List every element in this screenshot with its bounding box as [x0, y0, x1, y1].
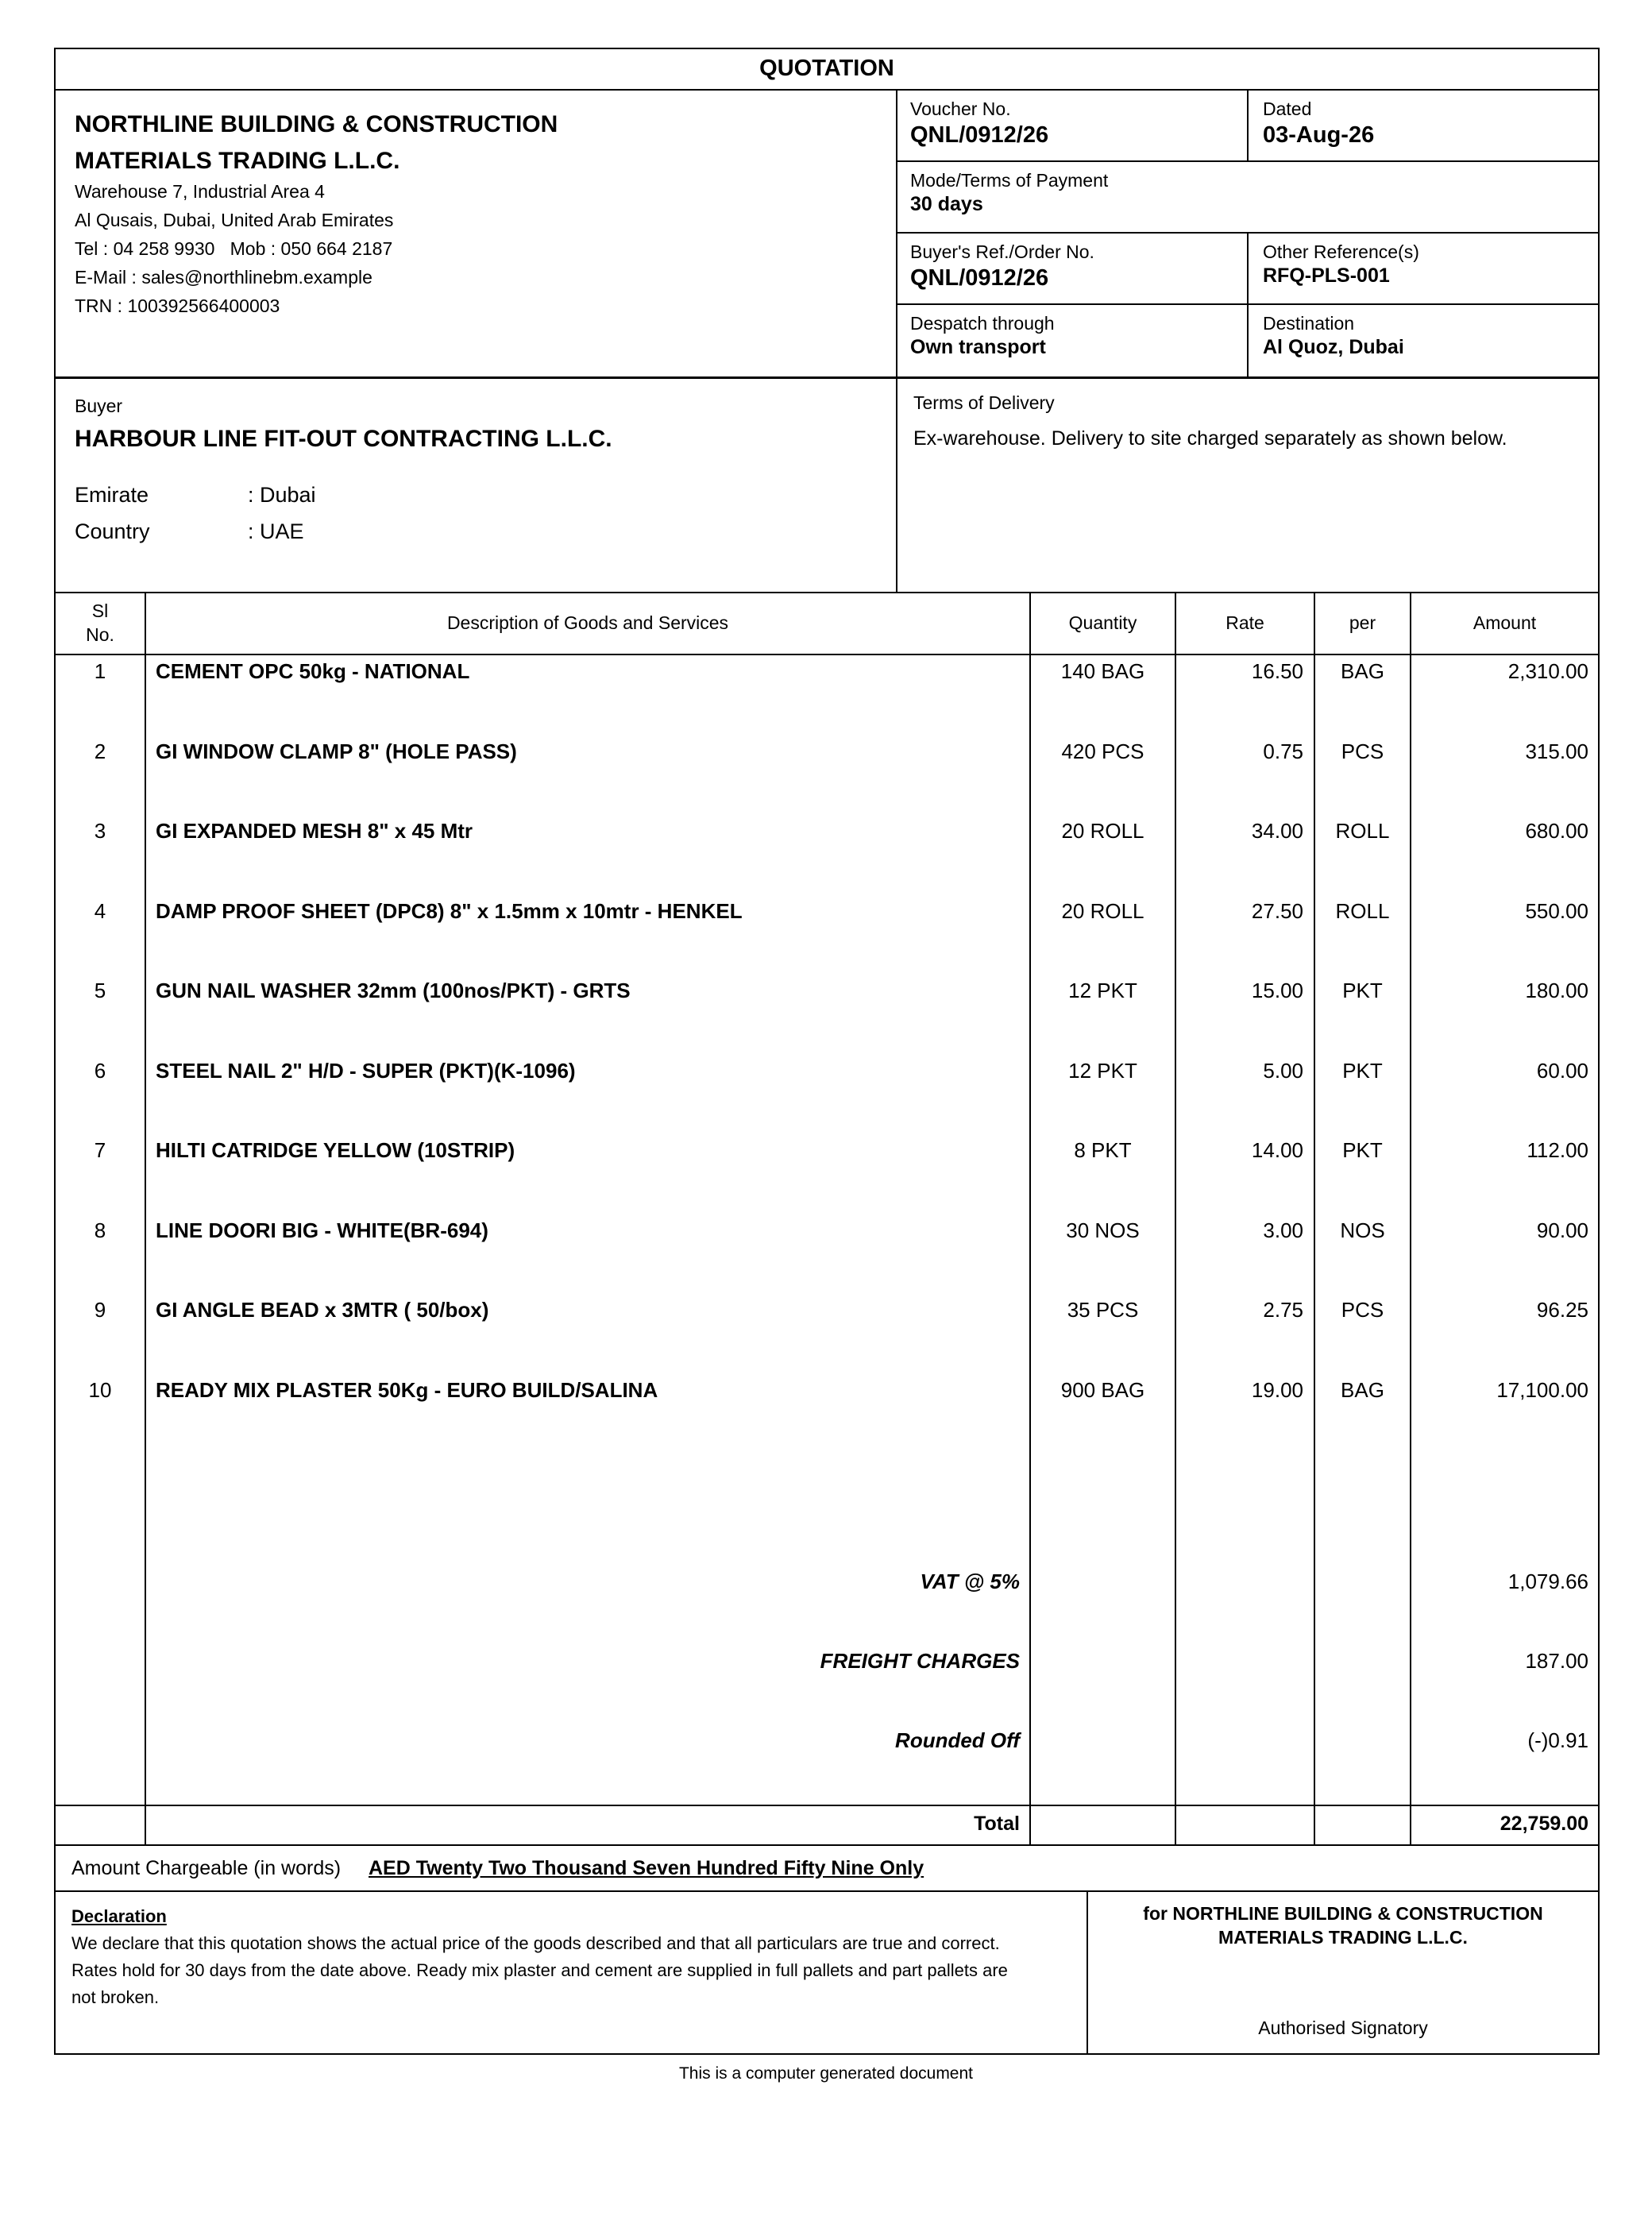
item-amount: 2,310.00: [1507, 659, 1588, 683]
item-amount: 60.00: [1536, 1059, 1588, 1083]
delivery-terms-text: Ex-warehouse. Delivery to site charged separately as shown below.: [913, 427, 1507, 450]
item-sl: 8: [94, 1218, 106, 1242]
item-sl: 1: [94, 659, 106, 683]
payment-terms-label: Mode/Terms of Payment: [910, 170, 1109, 191]
destination-value: Al Quoz, Dubai: [1263, 336, 1404, 358]
charge-amount: 187.00: [1525, 1649, 1588, 1673]
item-per: PCS: [1341, 739, 1384, 763]
item-description: DAMP PROOF SHEET (DPC8) 8" x 1.5mm x 10mtr - HENKEL: [156, 899, 743, 923]
header-rate: Rate: [1225, 612, 1264, 633]
item-per: PKT: [1342, 1138, 1383, 1162]
item-rate: 16.50: [1251, 659, 1303, 683]
declaration-heading: Declaration: [71, 1906, 167, 1926]
seller-address2: Al Qusais, Dubai, United Arab Emirates: [75, 210, 394, 230]
item-quantity: 140 BAG: [1060, 659, 1145, 683]
emirate-value: : Dubai: [248, 483, 316, 507]
item-amount: 90.00: [1536, 1218, 1588, 1242]
item-description: GI WINDOW CLAMP 8" (HOLE PASS): [156, 739, 517, 763]
item-per: BAG: [1341, 1378, 1384, 1402]
item-description: GI ANGLE BEAD x 3MTR ( 50/box): [156, 1298, 489, 1322]
item-description: CEMENT OPC 50kg - NATIONAL: [156, 659, 470, 683]
title-divider: [54, 89, 1600, 91]
document-title: QUOTATION: [759, 56, 894, 81]
header-sl: Sl: [91, 600, 109, 621]
buyer-name: HARBOUR LINE FIT-OUT CONTRACTING L.L.C.: [75, 426, 612, 452]
emirate-label: Emirate: [75, 483, 149, 507]
item-quantity: 30 NOS: [1066, 1218, 1140, 1242]
item-per: BAG: [1341, 659, 1384, 683]
item-description: LINE DOORI BIG - WHITE(BR-694): [156, 1218, 488, 1242]
frame-left: [54, 48, 56, 2055]
table-header-bottom: [54, 654, 1600, 655]
other-ref-value: RFQ-PLS-001: [1263, 264, 1390, 287]
dated-label: Dated: [1263, 98, 1312, 119]
signatory-company-line1: for NORTHLINE BUILDING & CONSTRUCTION: [1143, 1903, 1543, 1924]
destination-label: Destination: [1263, 313, 1355, 334]
item-per: ROLL: [1335, 899, 1390, 923]
item-quantity: 8 PKT: [1074, 1138, 1132, 1162]
other-ref-label: Other Reference(s): [1263, 241, 1419, 262]
meta-vline-2: [1247, 232, 1249, 376]
words-bottom-divider: [54, 1890, 1600, 1892]
footer-note: This is a computer generated document: [678, 2064, 974, 2083]
header-description: Description of Goods and Services: [446, 612, 729, 633]
item-sl: 2: [94, 739, 106, 763]
total-row-bottom: [54, 1844, 1600, 1846]
seller-name-line1: NORTHLINE BUILDING & CONSTRUCTION: [75, 111, 558, 137]
frame-bottom: [54, 2053, 1600, 2055]
item-quantity: 35 PCS: [1067, 1298, 1139, 1322]
header-sl-no: No.: [86, 624, 114, 645]
seller-trn: TRN : 100392566400003: [75, 295, 280, 316]
item-description: GI EXPANDED MESH 8" x 45 Mtr: [156, 819, 473, 843]
seller-name-line2: MATERIALS TRADING L.L.C.: [75, 148, 400, 174]
amount-words-label: Amount Chargeable (in words): [71, 1857, 342, 1879]
declaration-line3: not broken.: [71, 1987, 160, 2007]
item-description: READY MIX PLASTER 50Kg - EURO BUILD/SALINA: [156, 1378, 658, 1402]
item-amount: 315.00: [1525, 739, 1588, 763]
col-line-desc: [1029, 592, 1031, 1845]
header-quantity: Quantity: [1068, 612, 1137, 633]
charge-label: FREIGHT CHARGES: [820, 1649, 1020, 1673]
declaration-line1: We declare that this quotation shows the actual price of the goods described and that all particulars are true and correct.: [71, 1933, 1000, 1953]
buyer-ref-label: Buyer's Ref./Order No.: [910, 241, 1094, 262]
item-quantity: 420 PCS: [1061, 739, 1144, 763]
item-description: HILTI CATRIDGE YELLOW (10STRIP): [156, 1138, 515, 1162]
item-sl: 5: [94, 979, 106, 1002]
charge-amount: (-)0.91: [1527, 1728, 1588, 1752]
payment-terms-value: 30 days: [910, 193, 983, 215]
item-rate: 27.50: [1251, 899, 1303, 923]
item-quantity: 12 PKT: [1068, 1059, 1137, 1083]
item-amount: 550.00: [1525, 899, 1588, 923]
total-row-top: [54, 1805, 1600, 1806]
col-line-qty: [1175, 592, 1176, 1845]
buyer-bottom-divider: [54, 592, 1600, 593]
charge-amount: 1,079.66: [1507, 1570, 1588, 1593]
item-rate: 3.00: [1263, 1218, 1303, 1242]
charge-label: VAT @ 5%: [920, 1570, 1020, 1593]
despatch-value: Own transport: [910, 336, 1046, 358]
seller-phone: Tel : 04 258 9930 Mob : 050 664 2187: [75, 238, 393, 259]
delivery-terms-label: Terms of Delivery: [913, 392, 1055, 413]
item-per: PKT: [1342, 979, 1383, 1002]
item-amount: 112.00: [1527, 1138, 1588, 1162]
frame-top: [54, 48, 1600, 49]
charge-label: Rounded Off: [895, 1728, 1020, 1752]
header-bottom-divider: [54, 376, 1600, 379]
total-amount: 22,759.00: [1500, 1813, 1588, 1835]
item-per: PCS: [1341, 1298, 1384, 1322]
item-amount: 96.25: [1536, 1298, 1588, 1322]
signatory-company-line2: MATERIALS TRADING L.L.C.: [1218, 1927, 1468, 1948]
item-rate: 15.00: [1251, 979, 1303, 1002]
item-sl: 7: [94, 1138, 106, 1162]
buyer-ref-value: QNL/0912/26: [910, 265, 1049, 291]
dated-value: 03-Aug-26: [1263, 122, 1375, 148]
item-quantity: 20 ROLL: [1061, 819, 1144, 843]
item-rate: 5.00: [1263, 1059, 1303, 1083]
frame-right: [1598, 48, 1600, 2055]
voucher-label: Voucher No.: [910, 98, 1011, 119]
buyer-label: Buyer: [75, 396, 123, 416]
authorised-signatory-label: Authorised Signatory: [1258, 2017, 1428, 2038]
item-rate: 19.00: [1251, 1378, 1303, 1402]
item-description: GUN NAIL WASHER 32mm (100nos/PKT) - GRTS: [156, 979, 631, 1002]
total-label: Total: [974, 1813, 1020, 1835]
amount-words-value: AED Twenty Two Thousand Seven Hundred Fifty Nine Only: [369, 1857, 924, 1879]
item-quantity: 900 BAG: [1060, 1378, 1145, 1402]
item-sl: 9: [94, 1298, 106, 1322]
header-amount: Amount: [1473, 612, 1537, 633]
item-sl: 6: [94, 1059, 106, 1083]
seller-address1: Warehouse 7, Industrial Area 4: [75, 181, 325, 202]
item-per: NOS: [1340, 1218, 1385, 1242]
item-rate: 0.75: [1263, 739, 1303, 763]
despatch-label: Despatch through: [910, 313, 1055, 334]
item-sl: 4: [94, 899, 106, 923]
item-amount: 180.00: [1525, 979, 1588, 1002]
item-rate: 14.00: [1251, 1138, 1303, 1162]
voucher-value: QNL/0912/26: [910, 122, 1049, 148]
item-per: ROLL: [1335, 819, 1390, 843]
col-line-rate: [1314, 592, 1315, 1845]
header-divider-vertical: [896, 89, 897, 592]
country-value: : UAE: [248, 519, 304, 543]
declaration-line2: Rates hold for 30 days from the date above. Ready mix plaster and cement are supplied in full pallets and part pallets are: [71, 1960, 1008, 1980]
item-amount: 680.00: [1525, 819, 1588, 843]
meta-vline-1: [1247, 89, 1249, 161]
seller-email: E-Mail : sales@northlinebm.example: [75, 267, 372, 288]
item-sl: 10: [88, 1378, 112, 1402]
item-per: PKT: [1342, 1059, 1383, 1083]
item-rate: 2.75: [1263, 1298, 1303, 1322]
country-label: Country: [75, 519, 150, 543]
item-quantity: 20 ROLL: [1061, 899, 1144, 923]
item-amount: 17,100.00: [1496, 1378, 1588, 1402]
header-per: per: [1349, 612, 1376, 633]
item-quantity: 12 PKT: [1068, 979, 1137, 1002]
item-sl: 3: [94, 819, 106, 843]
item-description: STEEL NAIL 2" H/D - SUPER (PKT)(K-1096): [156, 1059, 576, 1083]
item-rate: 34.00: [1251, 819, 1303, 843]
